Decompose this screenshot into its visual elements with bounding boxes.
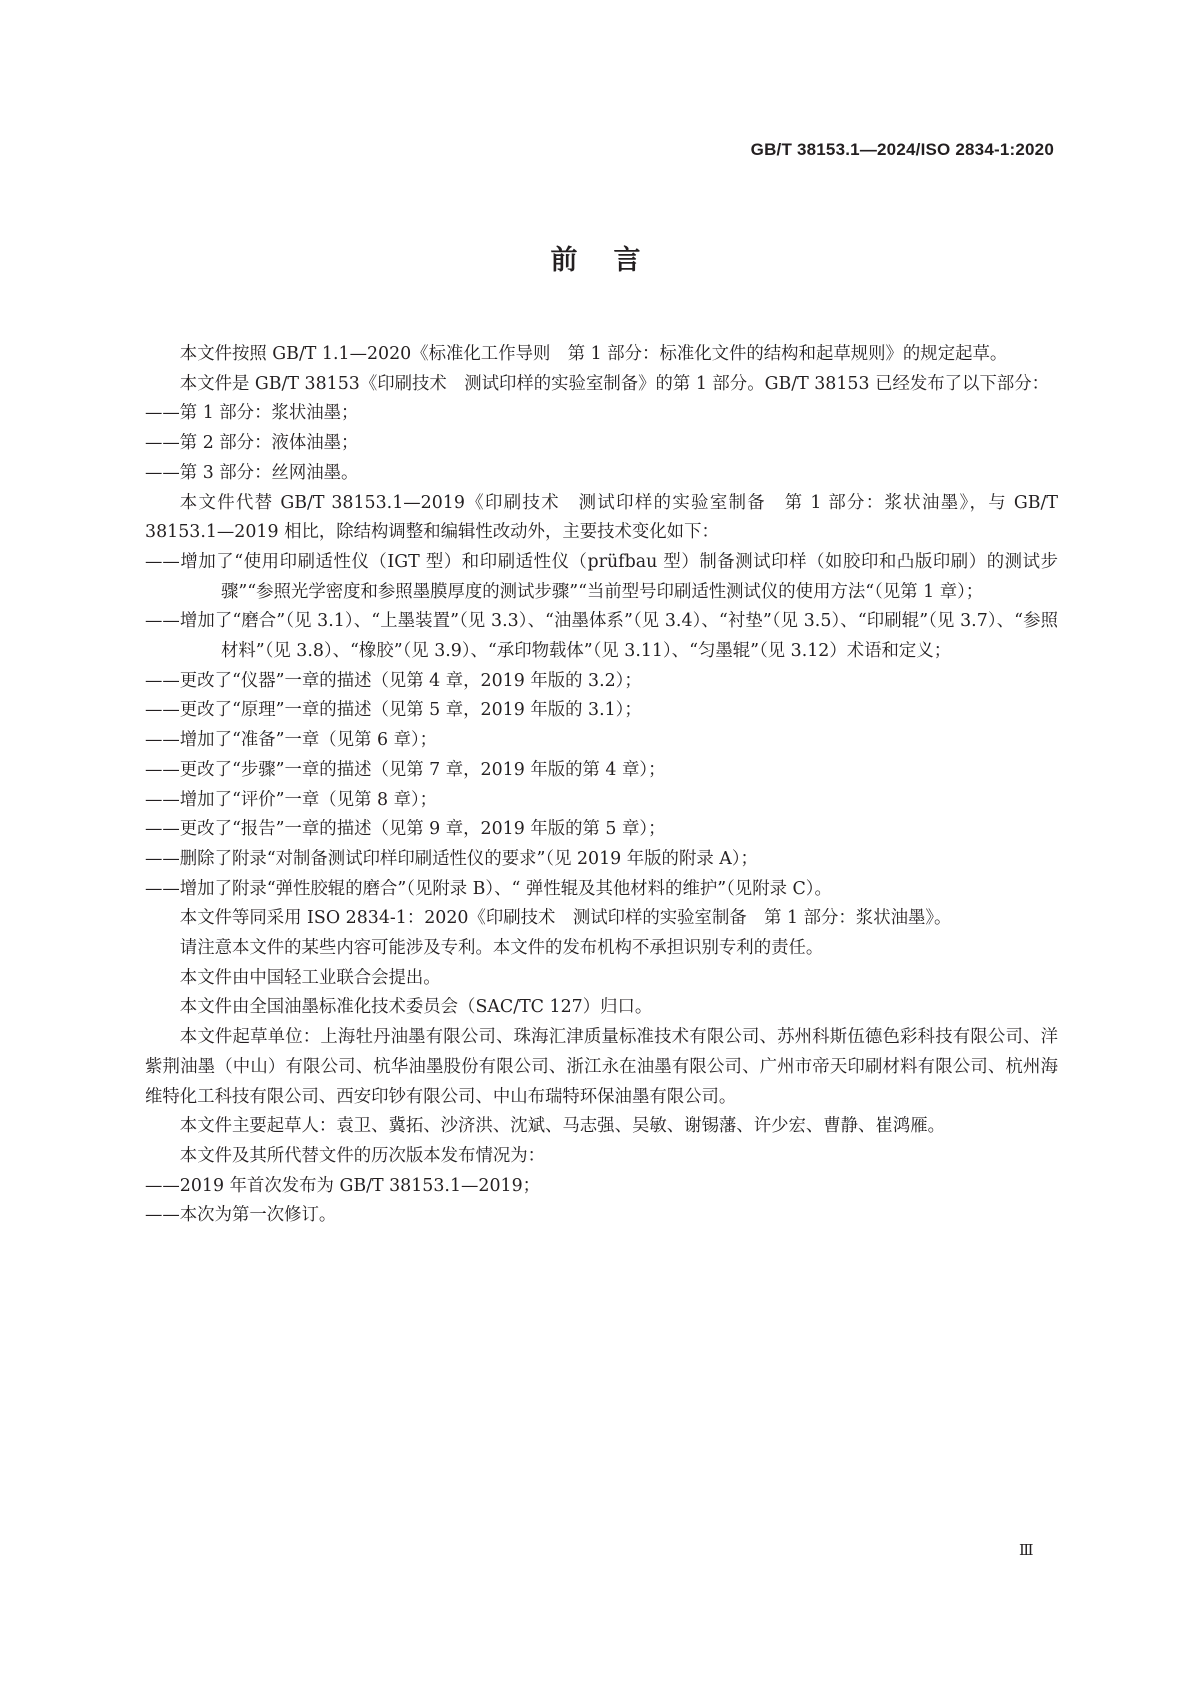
list-item-change: ——增加了“磨合”（见 3.1）、“上墨装置”（见 3.3）、“油墨体系”（见 3.4）、“衬垫”（见 3.5）、“印刷辊”（见 3.7）、“参照材料”（见 3.8）、“橡胶”（见 3.9）、“承印物载体”（见 3.11）、“匀墨辊”（见 3.12）术语和定义； xyxy=(145,611,1058,662)
page-number: Ⅲ xyxy=(1019,1541,1034,1559)
list-item-part-1: ——第 1 部分：浆状油墨； xyxy=(145,403,359,424)
list-item-change: ——增加了“准备”一章（见第 6 章）； xyxy=(145,730,438,751)
list-item-change: ——更改了“报告”一章的描述（见第 9 章，2019 年版的第 5 章）； xyxy=(145,819,666,840)
list-item-part-2: ——第 2 部分：液体油墨； xyxy=(145,433,359,454)
list-item-change: ——增加了“使用印刷适性仪（IGT 型）和印刷适性仪（prüfbau 型）制备测试印样（如胶印和凸版印刷）的测试步骤”“参照光学密度和参照墨膜厚度的测试步骤”“当前型号印刷适性测试仪的使用方法“（见第 1 章）； xyxy=(145,551,1058,602)
standard-number-header: GB/T 38153.1—2024/ISO 2834-1:2020 xyxy=(750,140,1054,159)
paragraph-replacement: 本文件代替 GB/T 38153.1—2019《印刷技术 测试印样的实验室制备 第 1 部分：浆状油墨》，与 GB/T 38153.1—2019 相比，除结构调整和编辑性改动外，主要技术变化如下： xyxy=(145,492,1058,543)
list-item-change: ——增加了“评价”一章（见第 8 章）； xyxy=(145,789,438,810)
paragraph-drafters: 本文件主要起草人：袁卫、冀拓、沙济洪、沈斌、马志强、吴敏、谢锡藩、许少宏、曹静、崔鸿雁。 xyxy=(179,1116,945,1137)
paragraph-proposer: 本文件由中国轻工业联合会提出。 xyxy=(179,967,441,988)
list-item-change: ——删除了附录“对制备测试印样印刷适性仪的要求”（见 2019 年版的附录 A）； xyxy=(145,848,758,869)
paragraph-series-intro: 本文件是 GB/T 38153《印刷技术 测试印样的实验室制备》的第 1 部分。GB/T 38153 已经发布了以下部分： xyxy=(179,373,1050,394)
list-item-change: ——更改了“原理”一章的描述（见第 5 章，2019 年版的 3.1）； xyxy=(145,700,642,721)
list-item-change: ——更改了“步骤”一章的描述（见第 7 章，2019 年版的第 4 章）； xyxy=(145,759,666,780)
list-item-history: ——2019 年首次发布为 GB/T 38153.1—2019； xyxy=(145,1175,541,1196)
paragraph-adoption: 本文件等同采用 ISO 2834-1：2020《印刷技术 测试印样的实验室制备 第 1 部分：浆状油墨》。 xyxy=(179,908,952,929)
list-item-change: ——更改了“仪器”一章的描述（见第 4 章，2019 年版的 3.2）； xyxy=(145,670,642,691)
paragraph-technical-committee: 本文件由全国油墨标准化技术委员会（SAC/TC 127）归口。 xyxy=(179,997,653,1018)
paragraph-history: 本文件及其所代替文件的历次版本发布情况为： xyxy=(179,1145,546,1166)
foreword-body xyxy=(145,340,1058,1231)
list-item-part-3: ——第 3 部分：丝网油墨。 xyxy=(145,462,359,483)
list-item-history: ——本次为第一次修订。 xyxy=(145,1205,337,1226)
page-title: 前言 xyxy=(550,245,677,276)
paragraph-drafting-rules: 本文件按照 GB/T 1.1—2020《标准化工作导则 第 1 部分：标准化文件的结构和起草规则》的规定起草。 xyxy=(179,344,1008,364)
paragraph-patent-notice: 请注意本文件的某些内容可能涉及专利。本文件的发布机构不承担识别专利的责任。 xyxy=(179,938,824,959)
list-item-change: ——增加了附录“弹性胶辊的磨合”（见附录 B）、“ 弹性辊及其他材料的维护”（见附录 C）。 xyxy=(145,878,832,899)
paragraph-drafting-units: 本文件起草单位：上海牡丹油墨有限公司、珠海汇津质量标准技术有限公司、苏州科斯伍德色彩科技有限公司、洋紫荆油墨（中山）有限公司、杭华油墨股份有限公司、浙江永在油墨有限公司、广州市帝天印刷材料有限公司、杭州海维特化工科技有限公司、西安印钞有限公司、中山布瑞特环保油墨有限公司。 xyxy=(145,1027,1058,1107)
